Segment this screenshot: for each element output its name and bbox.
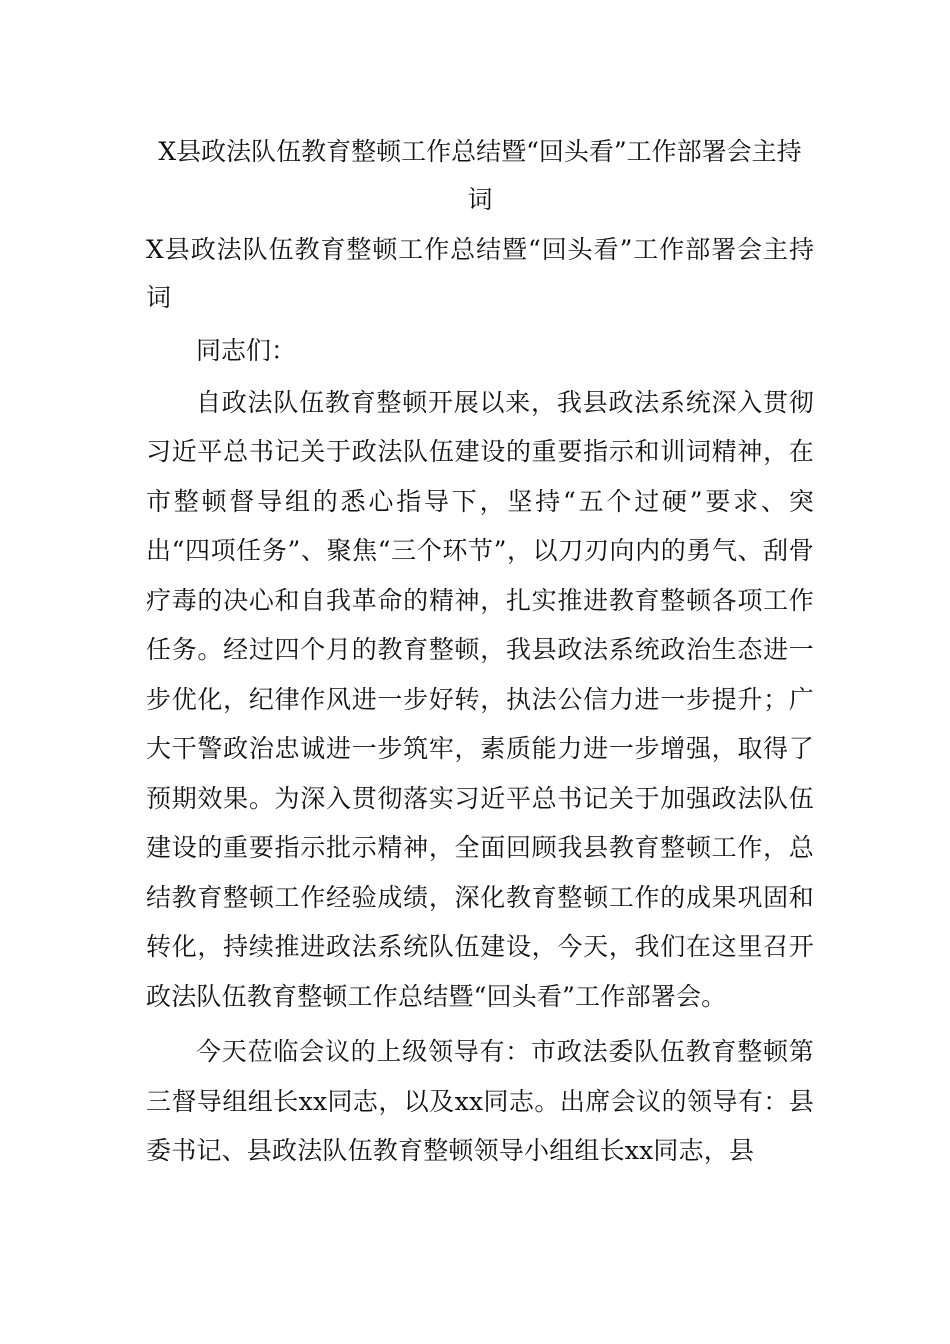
document-title-repeat: X县政法队伍教育整顿工作总结暨“回头看”工作部署会主持词 xyxy=(146,235,814,312)
document-title: X县政法队伍教育整顿工作总结暨“回头看”工作部署会主持词 xyxy=(158,137,802,214)
salutation: 同志们： xyxy=(196,336,297,365)
paragraph-opening: 自政法队伍教育整顿开展以来，我县政法系统深入贯彻习近平总书记关于政法队伍建设的重要指示和训词精神，在市整顿督导组的悉心指导下，坚持“五个过硬”要求、突出“四项任务”、聚焦“三个环节”，以刀刃向内的勇气、刮骨疗毒的决心和自我革命的精神，扎实推进教育整顿各项工作任务。经过四个月的教育整顿，我县政法系统政治生态进一步优化，纪律作风进一步好转，执法公信力进一步提升；广大干警政治忠诚进一步筑牢，素质能力进一步增强，取得了预期效果。为深入贯彻落实习近平总书记关于加强政法队伍建设的重要指示批示精神，全面回顾我县教育整顿工作，总结教育整顿工作经验成绩，深化教育整顿工作的成果巩固和转化，持续推进政法系统队伍建设，今天，我们在这里召开政法队伍教育整顿工作总结暨“回头看”工作部署会。 xyxy=(146,387,814,1011)
paragraph-attendees: 今天莅临会议的上级领导有：市政法委队伍教育整顿第三督导组组长xx同志，以及xx同志。出席会议的领导有：县委书记、县政法队伍教育整顿领导小组组长xx同志，县 xyxy=(146,1037,814,1165)
document-body xyxy=(146,128,814,1176)
